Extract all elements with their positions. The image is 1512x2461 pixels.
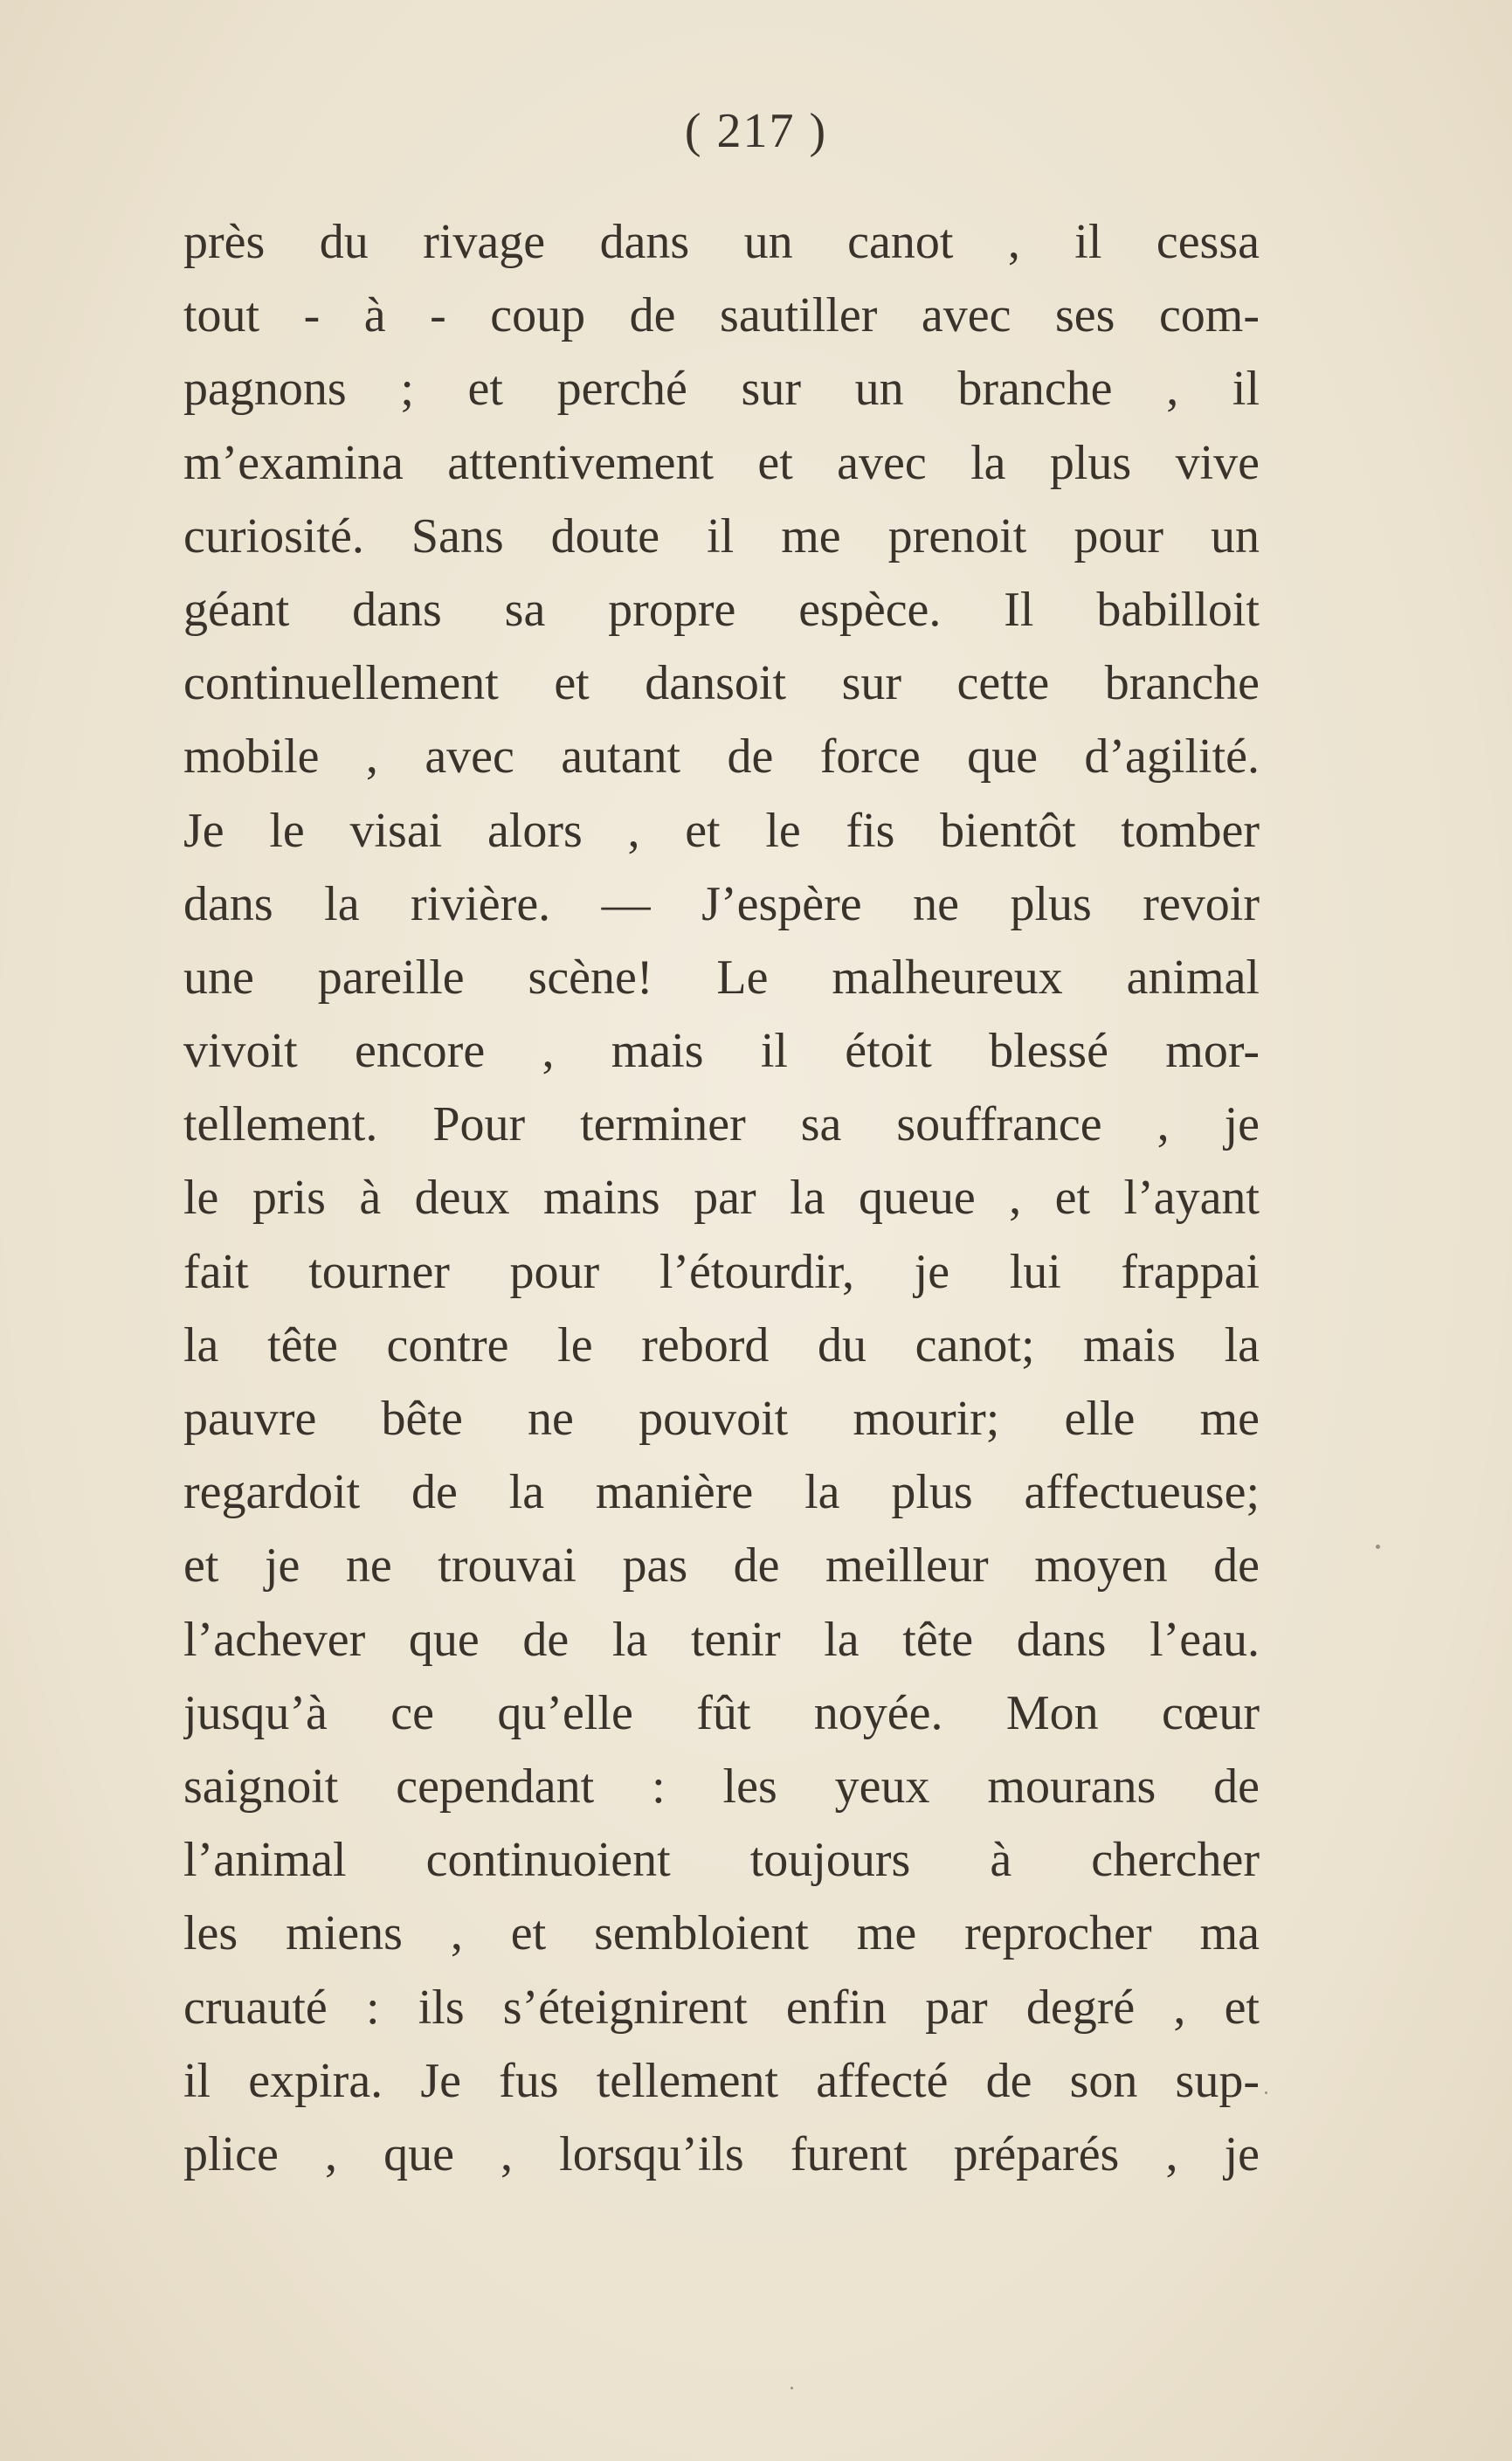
body-text [183,205,1260,2191]
text-line: les miens , et sembloient me reprocher ma [183,1906,1260,1961]
paper-speck [1265,2091,1267,2094]
text-line: le pris à deux mains par la queue , et l’ayant [183,1171,1260,1226]
text-line: continuellement et dansoit sur cette branche [183,656,1260,711]
text-line: pagnons ; et perché sur un branche , il [183,362,1260,417]
paper-speck [791,2387,793,2389]
text-line: curiosité. Sans doute il me prenoit pour un [183,508,1260,563]
text-line: vivoit encore , mais il étoit blessé mor- [183,1024,1260,1079]
text-line: et je ne trouvai pas de meilleur moyen de [183,1538,1260,1593]
text-line: tout - à - coup de sautiller avec ses com- [183,288,1260,343]
text-line: fait tourner pour l’étourdir, je lui frappai [183,1244,1260,1299]
text-line: tellement. Pour terminer sa souffrance , je [183,1097,1260,1152]
paper-speck [1376,1545,1380,1549]
text-line: cruauté : ils s’éteignirent enfin par degré , et [183,1980,1260,2035]
text-line: il expira. Je fus tellement affecté de son sup- [183,2053,1260,2108]
text-line: m’examina attentivement et avec la plus vive [183,435,1260,490]
text-line: plice , que , lorsqu’ils furent préparés , je [183,2126,1260,2181]
text-line: saignoit cependant : les yeux mourans de [183,1759,1260,1814]
text-line: l’achever que de la tenir la tête dans l’eau. [183,1612,1260,1667]
text-line: près du rivage dans un canot , il cessa [183,215,1260,269]
text-line: la tête contre le rebord du canot; mais la [183,1317,1260,1372]
page-number: ( 217 ) [684,104,828,158]
text-line: regardoit de la manière la plus affectueuse; [183,1465,1260,1520]
text-line: l’animal continuoient toujours à chercher [183,1833,1260,1888]
text-line: mobile , avec autant de force que d’agilité. [183,729,1260,785]
text-line: une pareille scène! Le malheureux animal [183,950,1260,1005]
text-line: pauvre bête ne pouvoit mourir; elle me [183,1392,1260,1446]
text-line: jusqu’à ce qu’elle fût noyée. Mon cœur [183,1685,1260,1740]
text-line: géant dans sa propre espèce. Il babilloit [183,582,1260,637]
text-line: dans la rivière. — J’espère ne plus revoir [183,876,1260,931]
text-line: Je le visai alors , et le fis bientôt tomber [183,803,1260,858]
